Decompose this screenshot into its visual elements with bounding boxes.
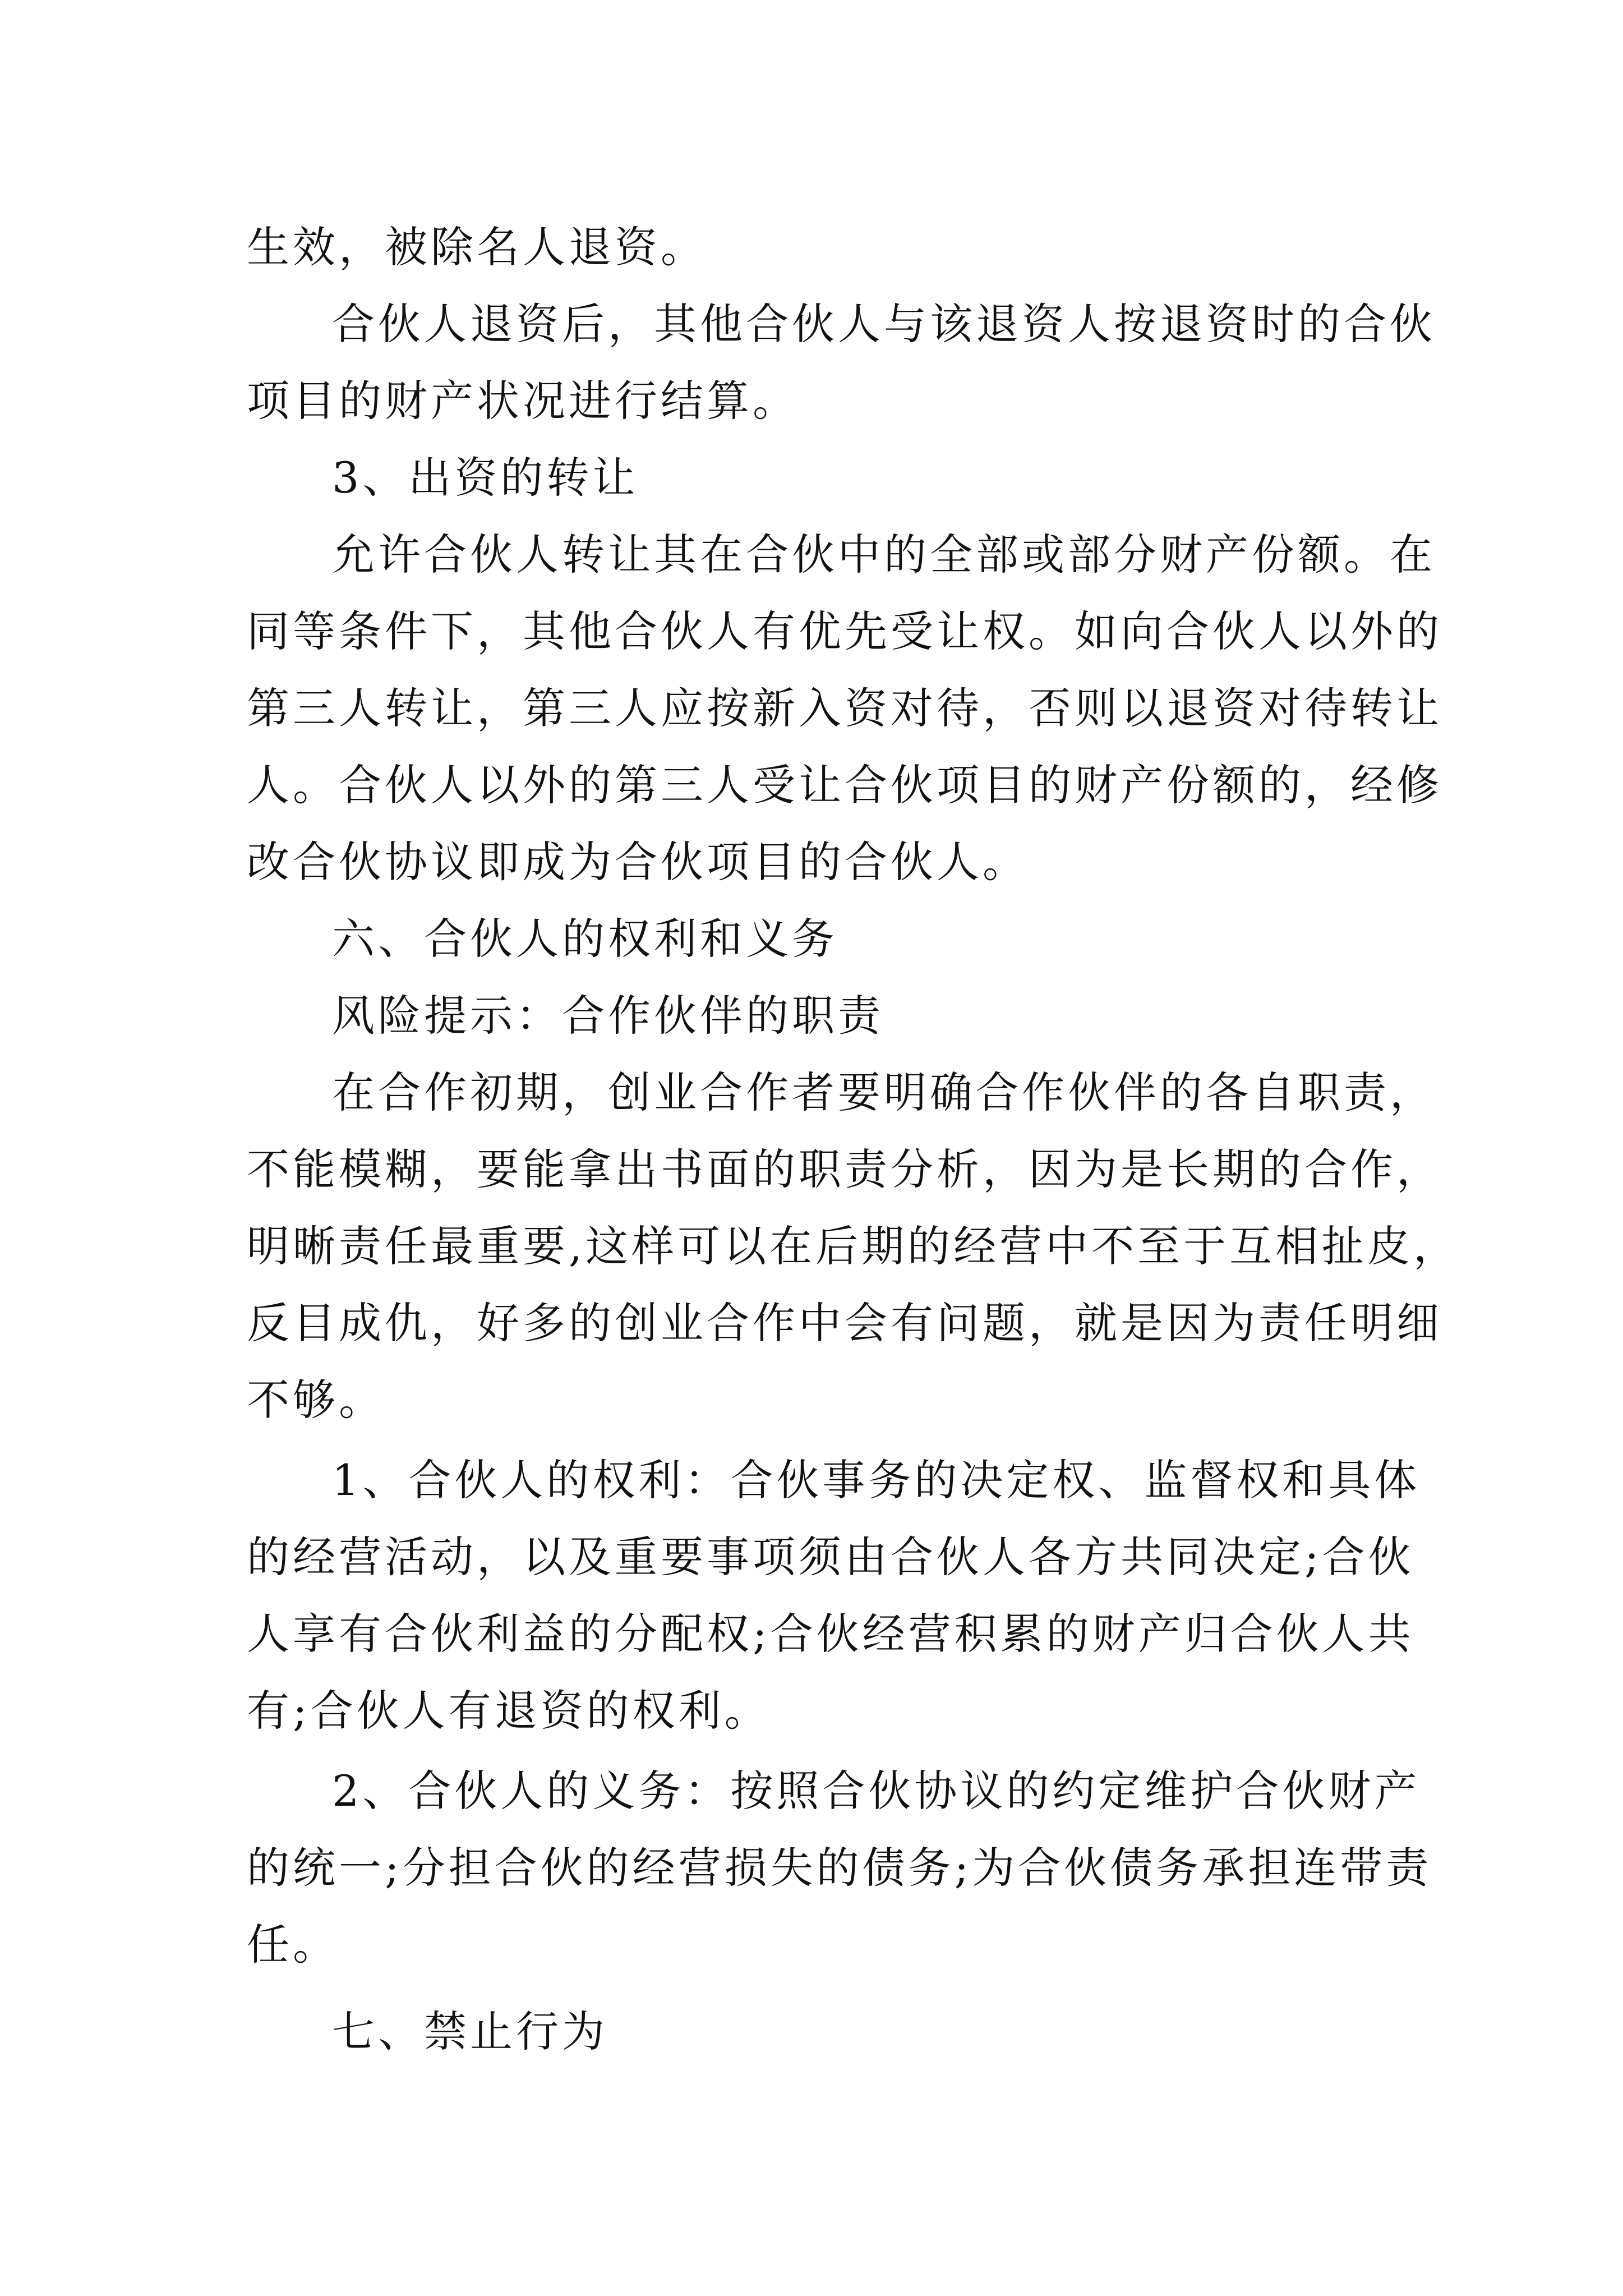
paragraph-line: 2、合伙人的义务：按照合伙协议的约定维护合伙财产 [332,1766,1421,1816]
paragraph-line: 同等条件下，其他合伙人有优先受让权。如向合伙人以外的 [247,606,1442,656]
paragraph-line: 合伙人退资后，其他合伙人与该退资人按退资时的合伙 [332,299,1436,349]
paragraph-line: 任。 [247,1920,339,1970]
paragraph-line: 人。合伙人以外的第三人受让合伙项目的财产份额的，经修 [247,760,1442,810]
paragraph-line: 允许合伙人转让其在合伙中的全部或部分财产份额。在 [332,530,1436,579]
document-body [247,209,1460,2070]
paragraph-line: 在合作初期，创业合作者要明确合作伙伴的各自职责， [332,1068,1436,1117]
paragraph-line: 不够。 [247,1375,385,1425]
paragraph-line: 明晰责任最重要,这样可以在后期的经营中不至于互相扯皮， [247,1221,1460,1271]
paragraph-line: 反目成仇，好多的创业合作中会有问题，就是因为责任明细 [247,1298,1442,1348]
paragraph-line: 人享有合伙利益的分配权;合伙经营积累的财产归合伙人共 [247,1609,1414,1659]
section-heading: 七、禁止行为 [332,2007,608,2056]
section-heading: 六、合伙人的权利和义务 [332,914,838,964]
paragraph-line: 项目的财产状况进行结算。 [247,376,799,426]
section-heading: 3、出资的转让 [332,453,639,503]
paragraph-line: 生效，被除名人退资。 [247,222,707,272]
paragraph-line: 不能模糊，要能拿出书面的职责分析，因为是长期的合作， [247,1144,1442,1194]
paragraph-line: 的经营活动，以及重要事项须由合伙人各方共同决定;合伙 [247,1532,1414,1582]
risk-note-heading: 风险提示：合作伙伴的职责 [332,991,884,1041]
paragraph-line: 有;合伙人有退资的权利。 [247,1686,771,1736]
paragraph-line: 的统一;分担合伙的经营损失的债务;为合伙债务承担连带责 [247,1843,1432,1893]
paragraph-line: 改合伙协议即成为合伙项目的合伙人。 [247,837,1029,887]
paragraph-line: 第三人转让，第三人应按新入资对待，否则以退资对待转让 [247,683,1442,733]
paragraph-line: 1、合伙人的权利：合伙事务的决定权、监督权和具体 [332,1455,1421,1505]
